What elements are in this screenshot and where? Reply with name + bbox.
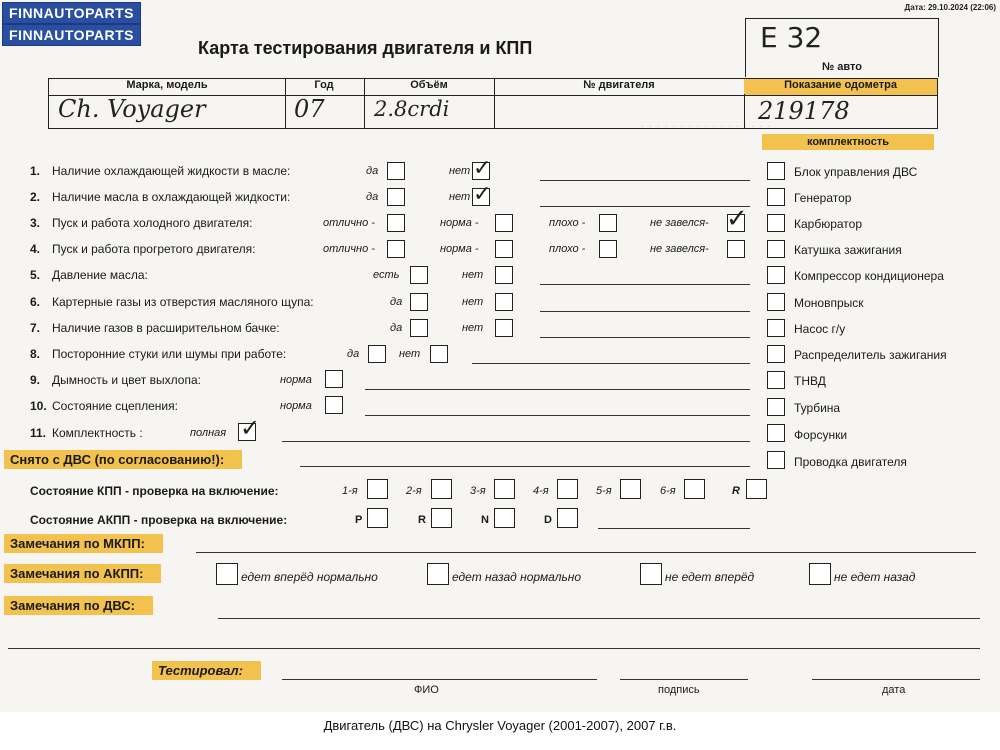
checkbox-akpp-forward-ok[interactable]	[216, 563, 238, 585]
option-label: нет	[449, 165, 471, 177]
remarks-dvs-label: Замечания по ДВС:	[4, 596, 153, 615]
checkbox-engine-wiring[interactable]	[767, 451, 785, 469]
completeness-header: комплектность	[762, 134, 934, 150]
option-label: плохо -	[549, 243, 586, 255]
checkbox-warm-bad[interactable]	[599, 240, 617, 258]
checkbox-carburetor[interactable]	[767, 214, 785, 232]
checkbox-gear-3[interactable]	[494, 479, 515, 499]
checkbox-akpp-no-forward[interactable]	[640, 563, 662, 585]
checkbox-generator[interactable]	[767, 188, 785, 206]
notes-line	[365, 389, 750, 390]
gear-label: D	[544, 514, 552, 526]
notes-line	[472, 363, 750, 364]
checkmark-icon: ✓	[726, 204, 748, 234]
checkbox-ps-pump[interactable]	[767, 319, 785, 337]
date-label: дата	[882, 684, 906, 696]
akpp-option-label: не едет вперёд	[665, 570, 755, 584]
checkbox-gear-6[interactable]	[684, 479, 705, 499]
question-text: Посторонние стуки или шумы при работе:	[52, 347, 287, 361]
checkbox-ac-compressor[interactable]	[767, 266, 785, 284]
question-text: Наличие охлаждающей жидкости в масле:	[52, 164, 291, 178]
volume-label: Объём	[364, 78, 495, 96]
question-text: Дымность и цвет выхлопа:	[52, 373, 201, 387]
option-label: отлично -	[323, 243, 375, 255]
signature-line	[812, 679, 980, 680]
notes-line	[540, 180, 750, 181]
checkbox-gear-2[interactable]	[431, 479, 452, 499]
completeness-item: Блок управления ДВС	[794, 165, 918, 179]
option-label: нет	[399, 348, 421, 360]
question-number: 8.	[30, 347, 41, 361]
option-label: да	[390, 322, 403, 334]
question-text: Комплектность :	[52, 426, 143, 440]
completeness-item: Катушка зажигания	[794, 243, 902, 257]
notes-line	[540, 311, 750, 312]
option-label: не завелся-	[650, 217, 709, 229]
checkbox-akpp-n[interactable]	[494, 508, 515, 528]
akpp-option-label: едет вперёд нормально	[241, 570, 378, 584]
question-number: 4.	[30, 242, 41, 256]
checkbox-cold-normal[interactable]	[495, 214, 513, 232]
option-label: норма	[280, 400, 312, 412]
brand-logo: FINNAUTOPARTS	[2, 2, 141, 24]
question-text: Наличие газов в расширительном бачке:	[52, 321, 280, 335]
year-label: Год	[284, 78, 365, 96]
checkbox-distributor[interactable]	[767, 345, 785, 363]
checkbox-oil-pressure-yes[interactable]	[410, 266, 428, 284]
notes-line	[8, 648, 980, 649]
engine-number-label: № двигателя	[494, 78, 745, 96]
volume-value: 2.8crdi	[374, 97, 450, 121]
gear-label: P	[355, 514, 363, 526]
removed-section-label: Снято с ДВС (по согласованию!):	[4, 450, 242, 469]
checkbox-warm-excellent[interactable]	[387, 240, 405, 258]
completeness-item: Турбина	[794, 401, 841, 415]
checkbox-akpp-d[interactable]	[557, 508, 578, 528]
signature-line	[620, 679, 748, 680]
option-label: есть	[373, 269, 400, 281]
signature-line	[282, 679, 597, 680]
checkbox-gear-5[interactable]	[620, 479, 641, 499]
checkbox-mono-injection[interactable]	[767, 293, 785, 311]
completeness-item: Карбюратор	[794, 217, 863, 231]
question-number: 3.	[30, 216, 41, 230]
notes-line	[540, 206, 750, 207]
checkmark-icon: ✓	[240, 414, 261, 442]
notes-line	[196, 552, 976, 553]
option-label: да	[347, 348, 360, 360]
akpp-option-label: не едет назад	[834, 570, 916, 584]
odometer-value: 219178	[758, 97, 850, 125]
checkbox-warm-normal[interactable]	[495, 240, 513, 258]
auto-number-box	[745, 18, 939, 77]
checkbox-coolant-yes[interactable]	[387, 162, 405, 180]
tested-by-label: Тестировал:	[152, 661, 261, 680]
scan-date: Дата: 29.10.2024 (22:06)	[904, 3, 996, 12]
option-label: не завелся-	[650, 243, 709, 255]
completeness-item: Проводка двигателя	[794, 455, 907, 469]
option-label: нет	[449, 191, 471, 203]
completeness-item: Компрессор кондиционера	[794, 269, 944, 283]
akpp-check-label: Состояние АКПП - проверка на включение:	[30, 513, 288, 527]
completeness-item: Моновпрыск	[794, 296, 864, 310]
question-number: 1.	[30, 164, 41, 178]
make-value: Ch. Voyager	[58, 95, 206, 123]
notes-line	[282, 441, 750, 442]
question-text: Пуск и работа прогретого двигателя:	[52, 242, 256, 256]
gear-label: R	[732, 485, 740, 497]
notes-line	[365, 415, 750, 416]
checkbox-oil-pressure-no[interactable]	[495, 266, 513, 284]
remarks-akpp-label: Замечания по АКПП:	[4, 564, 161, 583]
option-label: норма -	[440, 243, 479, 255]
question-text: Картерные газы из отверстия масляного щупа:	[52, 295, 314, 309]
option-label: норма	[280, 374, 312, 386]
gear-label: 1-я	[342, 485, 358, 497]
form-title: Карта тестирования двигателя и КПП	[198, 38, 533, 58]
checkmark-icon: ✓	[473, 156, 492, 181]
option-label: плохо -	[549, 217, 586, 229]
option-label: да	[366, 191, 379, 203]
question-number: 6.	[30, 295, 41, 309]
checkbox-cold-bad[interactable]	[599, 214, 617, 232]
checkbox-gear-1[interactable]	[367, 479, 388, 499]
checkbox-ignition-coil[interactable]	[767, 240, 785, 258]
option-label: нет	[462, 296, 484, 308]
checkbox-gear-reverse[interactable]	[746, 479, 767, 499]
checkbox-gear-4[interactable]	[557, 479, 578, 499]
question-text: Пуск и работа холодного двигателя:	[52, 216, 253, 230]
checkbox-oil-in-coolant-yes[interactable]	[387, 188, 405, 206]
question-number: 11.	[30, 426, 47, 440]
checkbox-exhaust-normal[interactable]	[325, 370, 343, 388]
checkbox-ecu[interactable]	[767, 162, 785, 180]
completeness-item: Распределитель зажигания	[794, 348, 947, 362]
make-label: Марка, модель	[48, 78, 286, 96]
option-label: да	[366, 165, 379, 177]
akpp-option-label: едет назад нормально	[452, 570, 582, 584]
notes-line	[540, 337, 750, 338]
auto-number-label: № авто	[821, 61, 862, 73]
question-text: Давление масла:	[52, 268, 148, 282]
checkmark-icon: ✓	[473, 182, 492, 207]
image-caption: Двигатель (ДВС) на Chrysler Voyager (2001-2007), 2007 г.в.	[323, 718, 677, 733]
checkbox-injectors[interactable]	[767, 424, 785, 442]
auto-number-value: E 32	[760, 21, 823, 54]
engine-number-value-cell	[494, 94, 745, 129]
checkbox-warm-no-start[interactable]	[727, 240, 745, 258]
gear-label: 5-я	[596, 485, 612, 497]
question-number: 10.	[30, 399, 47, 413]
option-label: нет	[462, 269, 484, 281]
signature-label: подпись	[658, 684, 700, 696]
fio-label: ФИО	[414, 684, 439, 696]
checkbox-tank-gas-yes[interactable]	[410, 319, 428, 337]
question-text: Наличие масла в охлаждающей жидкости:	[52, 190, 291, 204]
checkbox-akpp-r[interactable]	[431, 508, 452, 528]
brand-logo-duplicate: FINNAUTOPARTS	[2, 24, 141, 46]
option-label: да	[390, 296, 403, 308]
odometer-label: Показание одометра	[744, 78, 938, 96]
checkbox-cold-excellent[interactable]	[387, 214, 405, 232]
checkbox-akpp-no-reverse[interactable]	[809, 563, 831, 585]
gear-label: N	[481, 514, 489, 526]
option-label: норма -	[440, 217, 479, 229]
gear-label: 3-я	[470, 485, 486, 497]
question-number: 5.	[30, 268, 41, 282]
option-label: нет	[462, 322, 484, 334]
checkbox-turbine[interactable]	[767, 398, 785, 416]
completeness-item: ТНВД	[794, 374, 826, 388]
checkbox-knock-no[interactable]	[430, 345, 448, 363]
completeness-item: Насос г/у	[794, 322, 846, 336]
option-label: отлично -	[323, 217, 375, 229]
gear-label: 4-я	[533, 485, 549, 497]
checkbox-crankcase-no[interactable]	[495, 293, 513, 311]
completeness-item: Форсунки	[794, 428, 848, 442]
completeness-item: Генератор	[794, 191, 852, 205]
notes-line	[218, 618, 980, 619]
notes-line	[598, 528, 750, 529]
checkbox-tank-gas-no[interactable]	[495, 319, 513, 337]
gear-label: R	[418, 514, 426, 526]
gear-label: 2-я	[406, 485, 422, 497]
kpp-check-label: Состояние КПП - проверка на включение:	[30, 484, 279, 498]
gear-label: 6-я	[660, 485, 676, 497]
remarks-mkpp-label: Замечания по МКПП:	[4, 534, 163, 553]
notes-line	[540, 284, 750, 285]
question-text: Состояние сцепления:	[52, 399, 178, 413]
checkbox-crankcase-yes[interactable]	[410, 293, 428, 311]
question-number: 7.	[30, 321, 41, 335]
bleed-through-text: · · · · · · · · · · · · · · · · ·	[640, 118, 772, 133]
checkbox-clutch-normal[interactable]	[325, 396, 343, 414]
checkbox-injection-pump[interactable]	[767, 371, 785, 389]
checkbox-akpp-reverse-ok[interactable]	[427, 563, 449, 585]
option-label: полная	[190, 427, 227, 439]
question-number: 2.	[30, 190, 41, 204]
question-number: 9.	[30, 373, 41, 387]
checkbox-knock-yes[interactable]	[368, 345, 386, 363]
notes-line	[300, 466, 750, 467]
checkbox-akpp-p[interactable]	[367, 508, 388, 528]
year-value: 07	[294, 95, 325, 123]
